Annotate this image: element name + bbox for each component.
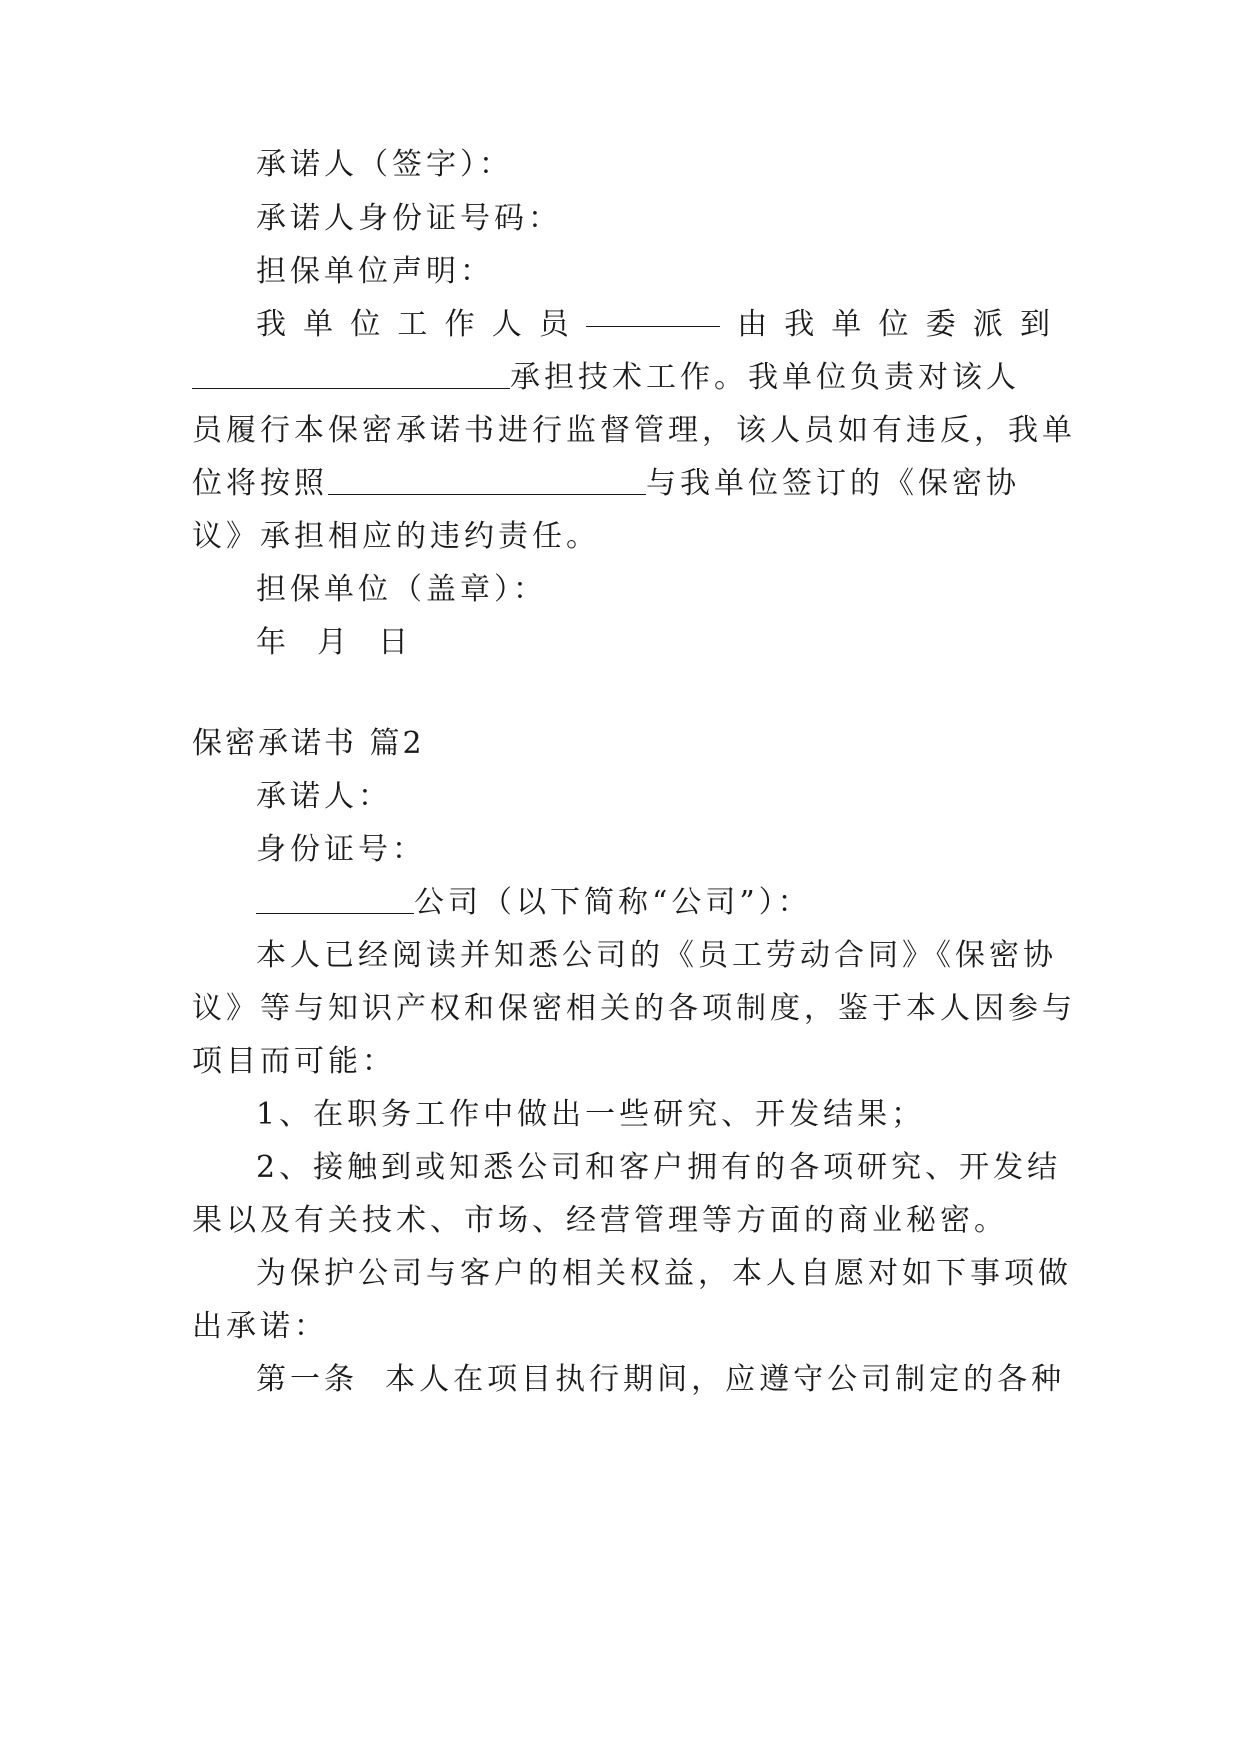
guarantor-heading: 担保单位声明：	[256, 254, 494, 289]
paragraph-line: 项目而可能：	[192, 1044, 396, 1079]
id-label: 身份证号：	[256, 832, 426, 867]
statement-word: 位	[350, 307, 381, 342]
statement-word: 委	[925, 307, 956, 342]
statement-word: 我	[256, 307, 286, 342]
statement-word: 派	[972, 307, 1003, 342]
list-item: 2、接触到或知悉公司和客户拥有的各项研究、开发结	[256, 1150, 1062, 1185]
statement-word: 人	[491, 307, 522, 342]
id-number-label: 承诺人身份证号码：	[256, 201, 562, 236]
section-title: 保密承诺书 篇2	[192, 726, 425, 761]
company-text: 公司（以下简称“公司”）：	[414, 885, 812, 920]
statement-line-4	[192, 455, 1020, 513]
paragraph-line: 出承诺：	[192, 1309, 328, 1344]
statement-word: 由	[737, 307, 768, 342]
company-name-blank	[256, 883, 414, 914]
statement-word: 单	[831, 307, 862, 342]
statement-word: 位	[878, 307, 909, 342]
statement-text: 与我单位签订的《保密协	[646, 466, 1020, 501]
statement-text: 承担技术工作。我单位负责对该人	[510, 360, 1020, 395]
statement-word: 工	[397, 307, 428, 342]
statement-word: 单	[303, 307, 334, 342]
paragraph-line: 本人已经阅读并知悉公司的《员工劳动合同》《保密协	[256, 938, 1057, 973]
seal-label: 担保单位（盖章）：	[256, 572, 547, 607]
statement-line-2	[192, 349, 1020, 407]
statement-word: 作	[444, 307, 475, 342]
statement-line-5: 议》承担相应的违约责任。	[192, 519, 600, 554]
document-page	[192, 0, 1076, 1754]
list-item: 1、在职务工作中做出一些研究、开发结果；	[256, 1097, 926, 1132]
agreement-party-blank	[328, 464, 646, 495]
company-line	[256, 874, 812, 932]
promisor-label: 承诺人：	[256, 779, 392, 814]
paragraph-line: 为保护公司与客户的相关权益，本人自愿对如下事项做	[256, 1256, 1072, 1291]
date-line: 年 月 日	[256, 625, 413, 660]
statement-word: 员	[538, 307, 569, 342]
worker-name-blank	[586, 296, 720, 327]
list-item-continuation: 果以及有关技术、市场、经营管理等方面的商业秘密。	[192, 1203, 1008, 1238]
statement-line-3: 员履行本保密承诺书进行监督管理，该人员如有违反，我单	[192, 413, 1076, 448]
statement-text: 位将按照	[192, 466, 328, 501]
article-line: 第一条 本人在项目执行期间，应遵守公司制定的各种	[256, 1362, 1066, 1397]
assignee-unit-blank	[192, 358, 510, 389]
statement-word: 到	[1019, 307, 1050, 342]
statement-line-1	[256, 296, 1050, 354]
paragraph-line: 议》等与知识产权和保密相关的各项制度，鉴于本人因参与	[192, 991, 1076, 1026]
signature-label: 承诺人（签字）：	[256, 147, 513, 182]
statement-word: 我	[784, 307, 815, 342]
